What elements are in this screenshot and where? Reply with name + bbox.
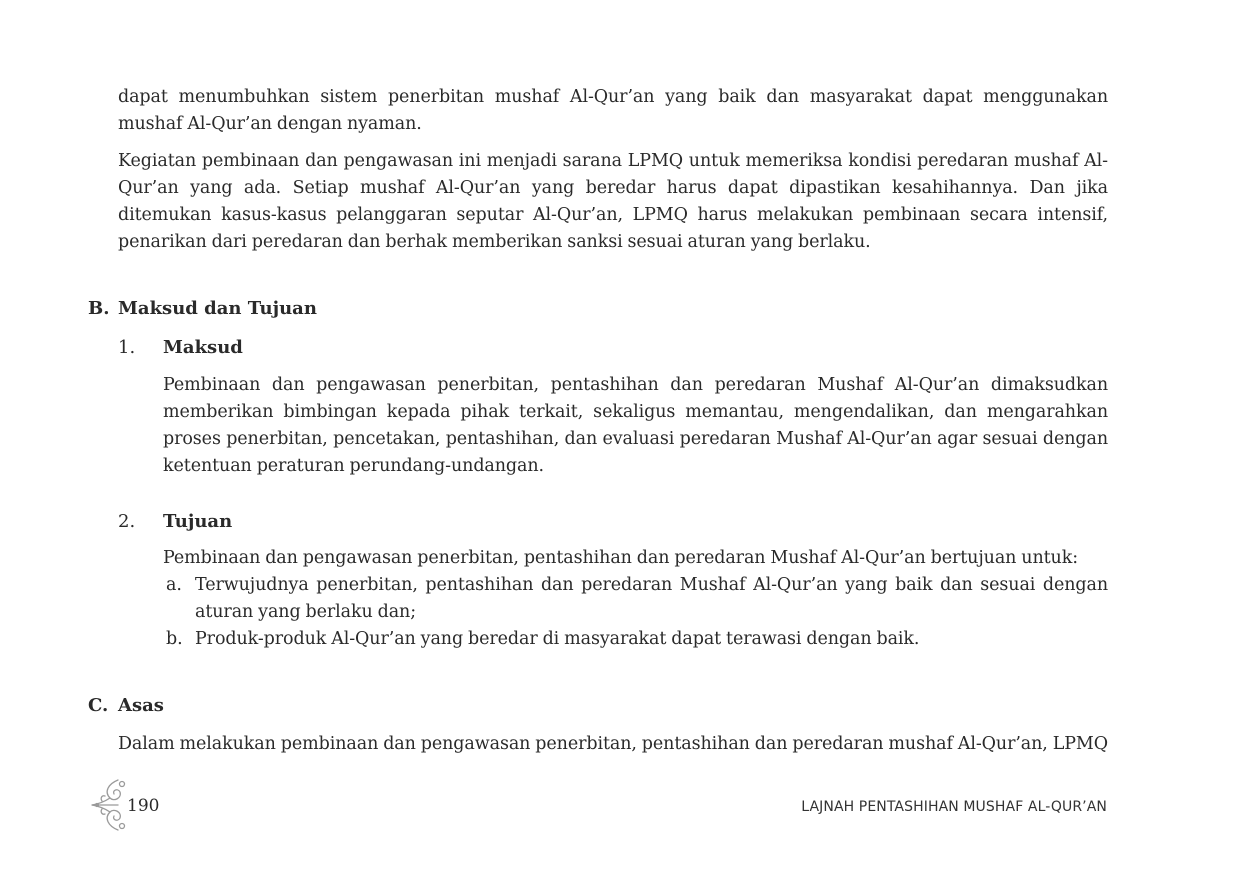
subsection-maksud-heading [118, 334, 243, 361]
paragraph-kegiatan: Kegiatan pembinaan dan pengawasan ini menjadi sarana LPMQ untuk memeriksa kondisi peredaran mushaf Al-Qur’an yang ada. Setiap mushaf Al-Qur’an yang beredar harus dapat dipastikan kesahihannya. Dan jika ditemukan kasus-kasus pelanggaran seputar Al-Qur’an, LPMQ harus melakukan pembinaan secara intensif, penarikan dari peredaran dan berhak memberikan sanksi sesuai aturan yang berlaku. [118, 151, 1108, 252]
section-c-heading [88, 692, 164, 719]
section-b-title: Maksud dan Tujuan [118, 298, 317, 319]
paragraph-asas: Dalam melakukan pembinaan dan pengawasan penerbitan, pentashihan dan peredaran mushaf Al-Qur’an, LPMQ [118, 734, 1108, 754]
paragraph-maksud: Pembinaan dan pengawasan penerbitan, pentashihan dan peredaran Mushaf Al-Qur’an dimaksudkan memberikan bimbingan kepada pihak terkait, sekaligus memantau, mengendalikan, dan mengarahkan proses penerbitan, pencetakan, pentashihan, dan evaluasi peredaran Mushaf Al-Qur’an agar sesuai dengan ketentuan peraturan perundang-undangan. [163, 375, 1108, 476]
list-item-marker: a. [166, 575, 182, 595]
subsection-tujuan-title: Tujuan [163, 511, 233, 532]
list-item-text: Produk-produk Al-Qur’an yang beredar di masyarakat dapat terawasi dengan baik. [195, 629, 920, 649]
paragraph-intro-continued: dapat menumbuhkan sistem penerbitan mushaf Al-Qur’an yang baik dan masyarakat dapat menggunakan mushaf Al-Qur’an dengan nyaman. [118, 87, 1108, 134]
list-item [163, 572, 1108, 626]
subsection-maksud-title: Maksud [163, 337, 243, 358]
flourish-ornament-icon [88, 776, 132, 834]
list-item-marker: b. [166, 629, 183, 649]
subsection-tujuan-heading [118, 508, 233, 535]
section-c-title: Asas [118, 695, 164, 716]
section-b-marker: B. [88, 298, 110, 319]
list-item [163, 626, 1108, 653]
subsection-tujuan-marker: 2. [118, 511, 136, 532]
list-item-text: Terwujudnya penerbitan, pentashihan dan peredaran Mushaf Al-Qur’an yang baik dan sesuai dengan aturan yang berlaku dan; [195, 575, 1108, 622]
paragraph-tujuan-intro: Pembinaan dan pengawasan penerbitan, pentashihan dan peredaran Mushaf Al-Qur’an bertujuan untuk: [163, 548, 1079, 568]
page-number: 190 [127, 796, 160, 816]
section-b-heading [88, 295, 317, 322]
section-c-marker: C. [88, 695, 109, 716]
running-title: LAJNAH PENTASHIHAN MUSHAF AL-QUR’AN [801, 799, 1107, 815]
subsection-maksud-marker: 1. [118, 337, 136, 358]
